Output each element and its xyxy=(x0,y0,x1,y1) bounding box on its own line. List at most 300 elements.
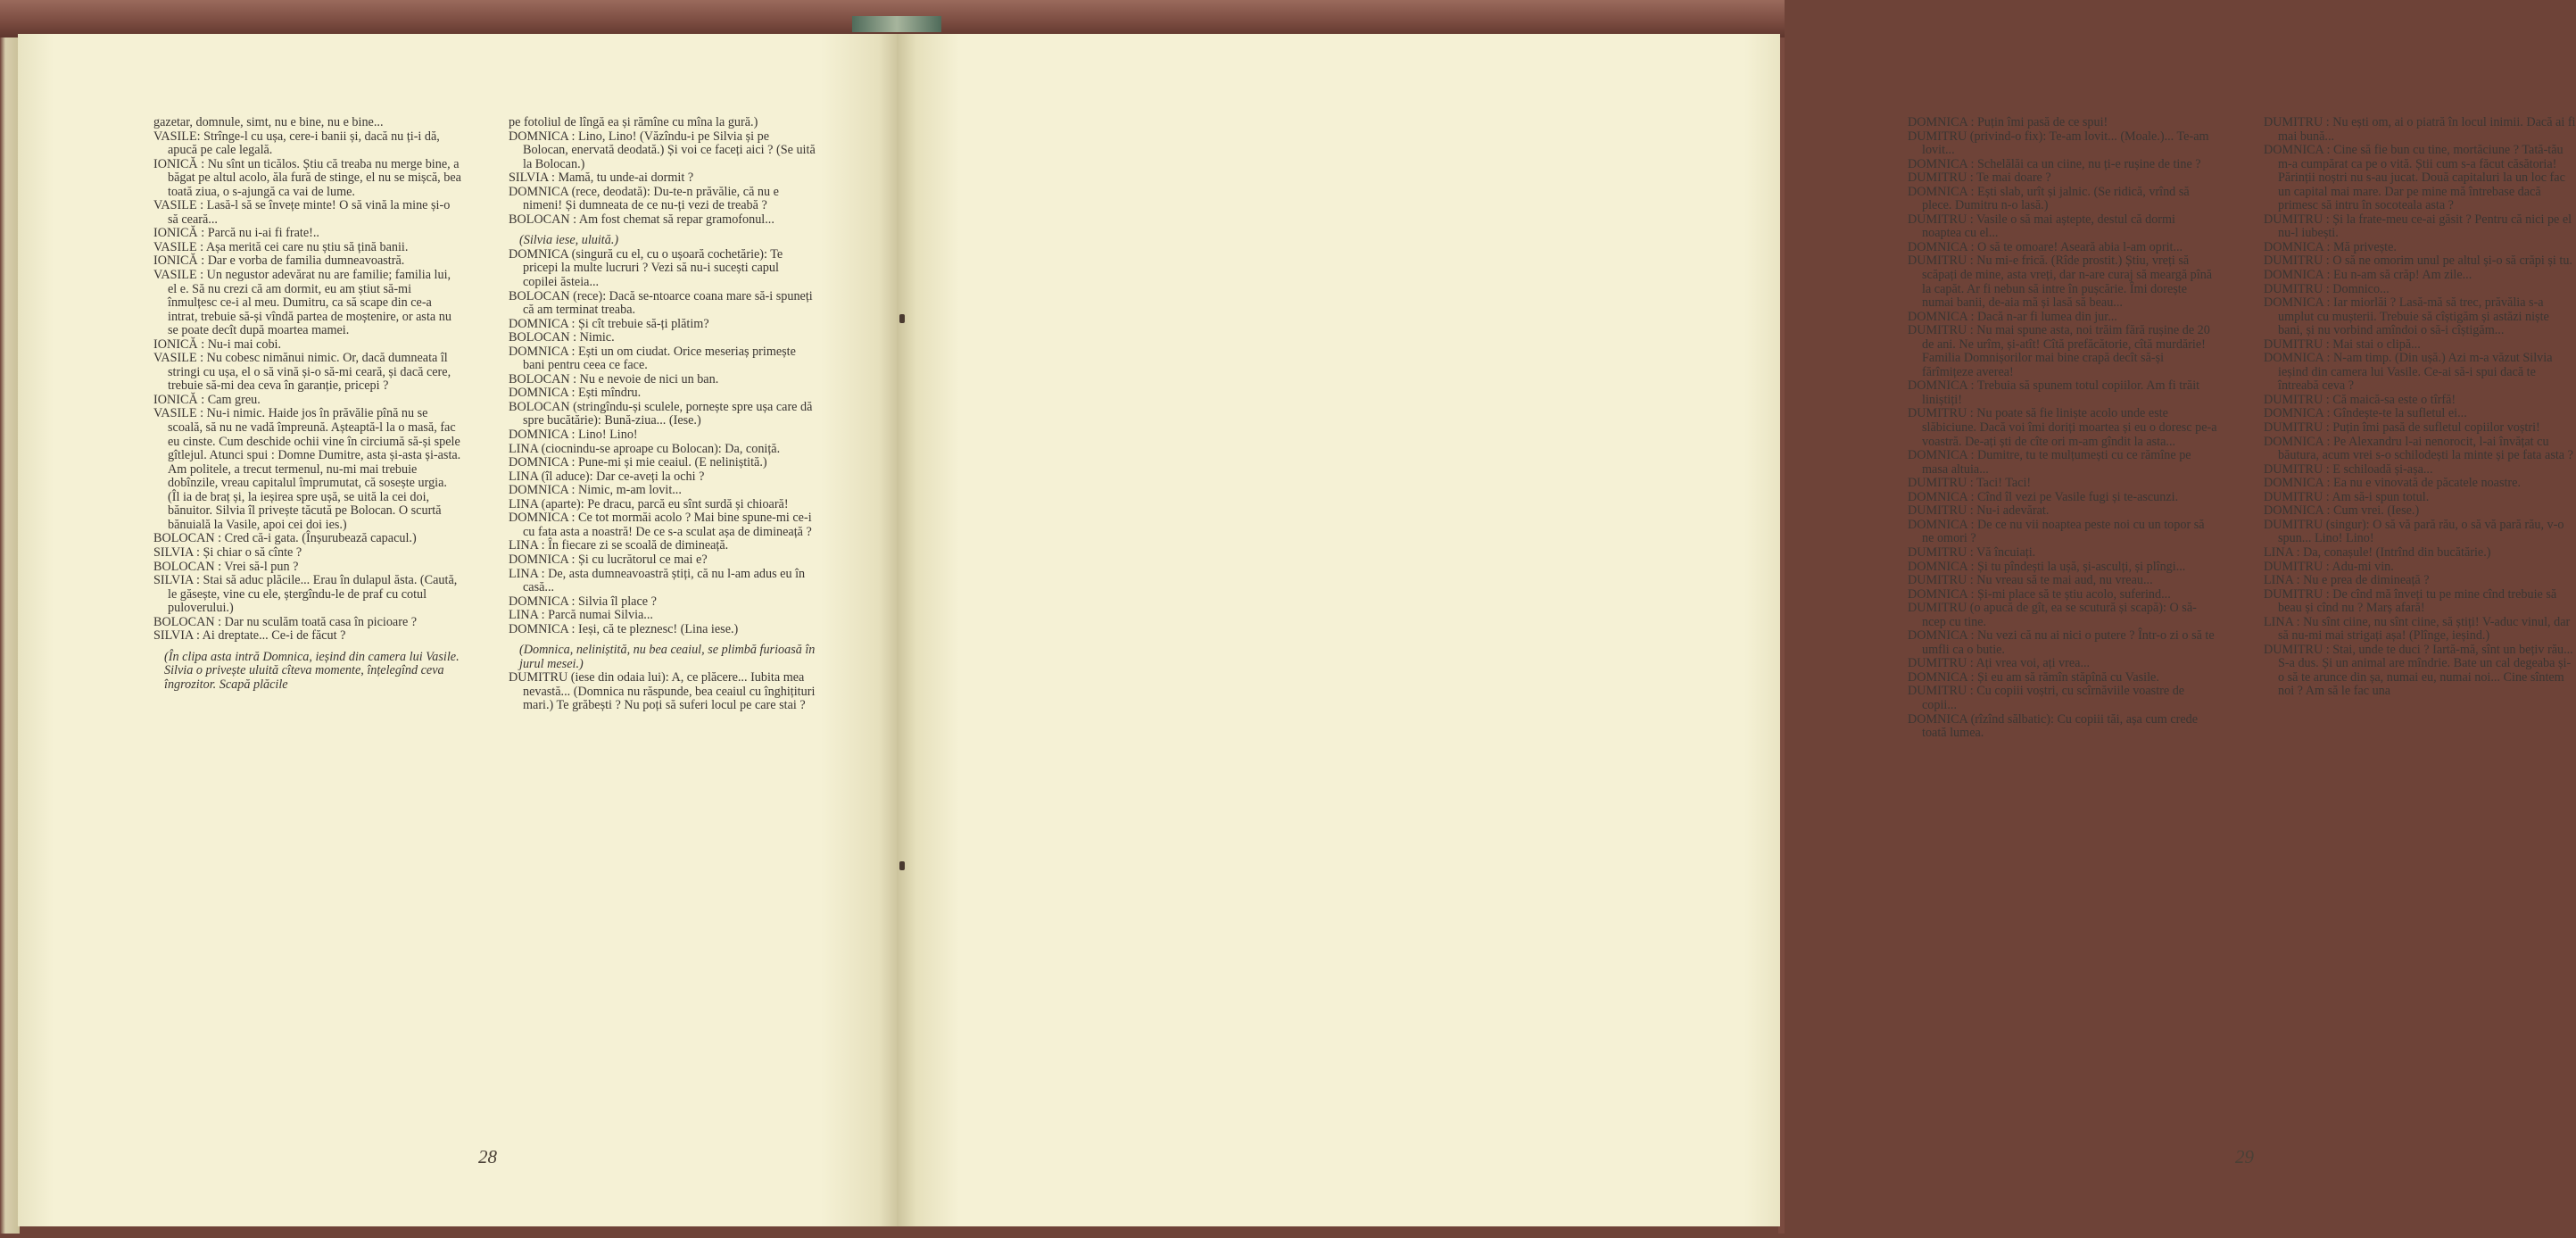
speaker-name: LINA : xyxy=(509,538,545,553)
speaker-name: DUMITRU xyxy=(1908,129,1967,144)
speaker-name: DOMNICA : xyxy=(1908,309,1975,324)
dialogue-line xyxy=(509,539,816,553)
right-page xyxy=(897,34,2576,1226)
dialogue-line xyxy=(1908,449,2217,477)
dialogue-line xyxy=(2264,644,2576,699)
dialogue-text: Am să-i spun totul. xyxy=(2332,489,2430,504)
speaker-name: DOMNICA : xyxy=(509,129,576,144)
dialogue-text: Dumitre, tu te mulțumești cu ce rămîne pe masa altuia... xyxy=(1922,448,2191,477)
speaker-name: DUMITRU xyxy=(509,670,568,685)
speaker-name: DUMITRU : xyxy=(1908,684,1974,699)
speaker-name: DOMNICA : xyxy=(1908,628,1975,644)
speaker-name: DUMITRU : xyxy=(2264,337,2330,352)
dialogue-line xyxy=(509,644,816,671)
speaker-name: LINA : xyxy=(2264,614,2300,629)
left-page-column-2 xyxy=(509,116,816,713)
dialogue-line xyxy=(509,401,816,428)
dialogue-line xyxy=(2264,338,2576,353)
dialogue-text: Eu n-am să crăp! Am zile... xyxy=(2333,268,2472,283)
dialogue-text: Nu-i nimic. Haide jos în prăvălie pînă nu se scoală, să nu ne vadă împreună. Așteaptă-l la o masă, fac eu cinste. Cum deschide ochii vine în circiumă să-și spele gîtlejul. Atunci spui : Domne Dumitre, asta și-asta și-asta. Am politele, a trecut termenul, nu-mi mai trebuie dobînzile, vreau capitalul împrumutat, că sosește urgia. (Îl ia de braț și, la ieșirea spre ușă, se uită la cei doi, bănuitor. Silvia îl privește tăcută pe Bolocan. O scurtă bănuială la Vasile, apoi cei doi ies.) xyxy=(168,406,461,532)
speaker-name: DUMITRU : xyxy=(1908,212,1974,227)
dialogue-line xyxy=(2264,491,2576,505)
dialogue-line xyxy=(2264,574,2576,588)
dialogue-line xyxy=(509,130,816,172)
dialogue-line xyxy=(509,470,816,485)
speaker-name: DOMNICA : xyxy=(2264,406,2331,421)
speaker-name: DUMITRU : xyxy=(1908,323,1974,338)
dialogue-text: Parcă nu i-ai fi frate!.. xyxy=(207,226,319,241)
speaker-name: VASILE : xyxy=(153,268,204,283)
dialogue-text: Nu-i mai cobi. xyxy=(207,337,282,352)
dialogue-line xyxy=(2264,394,2576,408)
dialogue-line xyxy=(509,318,816,332)
dialogue-line xyxy=(2264,504,2576,519)
dialogue-text: Nu sînt ciine, nu sînt ciine, să știți! V-aduc vinul, dar să nu-mi mai strigați așa! (Plînge, ieșind.) xyxy=(2278,614,2571,644)
speaker-name: DUMITRU : xyxy=(2264,461,2330,477)
speaker-name: DOMNICA : xyxy=(509,316,576,331)
dialogue-line xyxy=(2264,546,2576,561)
speaker-name: DOMNICA xyxy=(509,184,569,199)
binding-mark xyxy=(899,861,905,870)
speaker-name: BOLOCAN xyxy=(509,288,570,303)
dialogue-line xyxy=(1908,213,2217,241)
dialogue-text: Strînge-l cu ușa, cere-i banii și, dacă nu ți-i dă, apucă pe cale legală. xyxy=(168,129,440,158)
dialogue-text: Cum vrei. (Iese.) xyxy=(2333,503,2420,519)
dialogue-text: Vă încuiați. xyxy=(1976,544,2036,560)
dialogue-line xyxy=(2264,283,2576,297)
dialogue-line xyxy=(509,331,816,345)
dialogue-line xyxy=(2264,269,2576,283)
dialogue-text: (singură cu el, cu o ușoară cochetărie): Te pricepi la multe lucruri ? Vezi să nu-i sucești capul copilei ăsteia... xyxy=(523,246,783,290)
dialogue-line xyxy=(1908,254,2217,310)
speaker-name: DUMITRU : xyxy=(2264,559,2330,574)
right-page-column-1 xyxy=(1908,116,2217,741)
dialogue-text: (o apucă de gît, ea se scutură și scapă): O să-ncep cu tine. xyxy=(1922,601,2197,629)
dialogue-line xyxy=(509,609,816,623)
dialogue-text: Mă privește. xyxy=(2333,239,2397,254)
dialogue-line xyxy=(1908,186,2217,213)
dialogue-line xyxy=(509,186,816,213)
speaker-name: DOMNICA : xyxy=(2264,295,2331,311)
dialogue-text: Am fost chemat să repar gramofonul... xyxy=(578,212,774,227)
dialogue-text: Mai stai o clipă... xyxy=(2332,337,2421,352)
dialogue-line xyxy=(153,338,461,353)
dialogue-line xyxy=(2264,116,2576,144)
dialogue-text: Pune-mi și mie ceaiul. (E neliniștită.) xyxy=(578,455,767,470)
dialogue-text: Cam greu. xyxy=(207,392,261,407)
dialogue-line xyxy=(509,373,816,387)
dialogue-text: N-am timp. (Din ușă.) Azi m-a văzut Silvia ieșind din camera lui Vasile. Ce-ai să-i spui dacă te întreabă ceva ? xyxy=(2278,351,2553,394)
dialogue-line xyxy=(1908,588,2217,602)
dialogue-text: Lino, Lino! (Văzîndu-i pe Silvia și pe Bolocan, enervată deodată.) Și voi ce faceți aici ? (Se uită la Bolocan.) xyxy=(523,129,816,171)
dialogue-line xyxy=(1908,685,2217,712)
dialogue-text: Lino! Lino! xyxy=(578,428,638,443)
dialogue-text: Și chiar o să cînte ? xyxy=(203,544,302,560)
speaker-name: BOLOCAN : xyxy=(509,212,577,227)
speaker-name: DUMITRU : xyxy=(1908,544,1974,560)
speaker-name: BOLOCAN xyxy=(509,399,570,414)
dialogue-text: Dar nu sculăm toată casa în picioare ? xyxy=(224,614,418,629)
speaker-name: DUMITRU : xyxy=(1908,656,1974,671)
speaker-name: DOMNICA : xyxy=(2264,434,2331,449)
dialogue-line xyxy=(2264,463,2576,478)
dialogue-text: Iar miorlăi ? Lasă-mă să trec, prăvălia s-a umplut cu mușterii. Trebuie să cîștigăm și astăzi niște bani, și nu vorbind amîndoi o să-i cîștigăm... xyxy=(2278,295,2549,338)
left-page-column-1 xyxy=(153,116,461,692)
speaker-name: DOMNICA : xyxy=(509,552,576,567)
speaker-name: DOMNICA : xyxy=(1908,184,1975,199)
dialogue-line xyxy=(1908,311,2217,325)
dialogue-text: Vasile o să mai aștepte, destul că dormi noaptea cu el... xyxy=(1922,212,2175,241)
dialogue-line xyxy=(153,561,461,575)
speaker-name: DUMITRU : xyxy=(2264,392,2330,407)
dialogue-line xyxy=(509,511,816,539)
dialogue-text: Nu vreau să te mai aud, nu vreau... xyxy=(1976,573,2153,588)
dialogue-text: Vrei să-l pun ? xyxy=(224,559,299,574)
dialogue-text: Silvia îl place ? xyxy=(578,594,657,609)
dialogue-text: (stringîndu-și sculele, pornește spre ușa care dă spre bucătărie): Bună-ziua... (Iese.) xyxy=(523,399,813,428)
dialogue-line xyxy=(1908,491,2217,505)
speaker-name: VASILE : xyxy=(153,351,204,366)
speaker-name: DUMITRU : xyxy=(1908,170,1974,186)
dialogue-line xyxy=(1908,574,2217,588)
dialogue-line xyxy=(153,574,461,616)
dialogue-line xyxy=(509,386,816,401)
speaker-name: DUMITRU xyxy=(2264,517,2323,532)
dialogue-text: Cînd îl vezi pe Vasile fugi și te-ascunzi. xyxy=(1977,489,2179,504)
dialogue-text: Cred că-i gata. (Înșurubează capacul.) xyxy=(224,531,417,546)
dialogue-line xyxy=(509,428,816,443)
dialogue-text: Ai dreptate... Ce-i de făcut ? xyxy=(202,628,346,644)
dialogue-text: Stai să aduc plăcile... Erau în dulapul ăsta. (Caută, le găsește, vine cu ele, ștergîndu-le de praf cu cotul puloverului.) xyxy=(168,573,458,616)
dialogue-text: Și-mi place să te știu acolo, suferind... xyxy=(1977,586,2171,602)
dialogue-text: (iese din odaia lui): A, ce plăcere... Iubita mea nevastă... (Domnica nu răspunde, bea ceaiul cu înghițituri mari.) Te grăbești ? Nu poți să suferi locul pe care stai ? xyxy=(523,670,816,713)
speaker-name: DOMNICA : xyxy=(2264,351,2331,366)
speaker-name: DUMITRU : xyxy=(2264,281,2330,296)
dialogue-text: Te mai doare ? xyxy=(1976,170,2051,186)
dialogue-text: Stai, unde te duci ? Iartă-mă, sînt un bețiv rău... S-a dus. Și un animal are mîndrie. Bate un cal degeaba și-o să te arunce din șa, numai eu, numai noi... Cine sîntem noi ? Am să le fac una xyxy=(2278,642,2573,699)
speaker-name: DOMNICA : xyxy=(509,594,576,609)
dialogue-line xyxy=(1908,629,2217,657)
dialogue-line xyxy=(2264,519,2576,546)
dialogue-text: Ești mîndru. xyxy=(578,386,642,401)
dialogue-line xyxy=(2264,616,2576,644)
dialogue-line xyxy=(509,623,816,637)
speaker-name: DUMITRU : xyxy=(2264,586,2330,602)
dialogue-text: (rece): Dacă se-ntoarce coana mare să-i spuneți că am terminat treaba. xyxy=(523,288,813,318)
speaker-name: DOMNICA : xyxy=(2264,476,2331,491)
dialogue-line xyxy=(1908,379,2217,407)
dialogue-line xyxy=(509,671,816,713)
dialogue-line xyxy=(1908,241,2217,255)
dialogue-text: Taci! Taci! xyxy=(1976,476,2032,491)
dialogue-text: Nu e nevoie de nici un ban. xyxy=(579,371,719,386)
dialogue-line xyxy=(509,345,816,373)
page-number-right: 29 xyxy=(2235,1146,2254,1167)
speaker-name: VASILE: xyxy=(153,129,201,144)
dialogue-text: Nimic, m-am lovit... xyxy=(578,483,682,498)
speaker-name: SILVIA : xyxy=(153,573,200,588)
speaker-name: SILVIA : xyxy=(153,544,200,560)
dialogue-line xyxy=(153,651,461,693)
speaker-name: LINA xyxy=(509,469,539,484)
dialogue-line xyxy=(509,595,816,610)
dialogue-text: Mamă, tu unde-ai dormit ? xyxy=(558,170,694,186)
speaker-name: DOMNICA xyxy=(509,246,569,262)
dialogue-line xyxy=(2264,144,2576,213)
speaker-name: DOMNICA : xyxy=(509,455,576,470)
dialogue-line xyxy=(153,394,461,408)
dialogue-text: Ea nu e vinovată de păcatele noastre. xyxy=(2333,476,2521,491)
speaker-name: DOMNICA xyxy=(1908,711,1968,727)
dialogue-text: Ești slab, urît și jalnic. (Se ridică, vrînd să plece. Dumitru n-o lasă.) xyxy=(1922,184,2190,213)
dialogue-text: Nu mi-e frică. (Rîde prostit.) Știu, vreți să scăpați de mine, asta vreți, dar n-are curaj să meargă pînă la capăt. Ar fi nebun să intre în pușcărie. Îmi dorește numai banii, de-aia mă și lasă să beau... xyxy=(1922,253,2213,311)
speaker-name: LINA : xyxy=(2264,573,2300,588)
speaker-name: DOMNICA : xyxy=(2264,239,2331,254)
dialogue-text: Un negustor adevărat nu are familie; familia lui, el e. Să nu crezi că am dormit, eu am știut să-mi înmulțesc ce-i al meu. Dumitru, ca să scape din ce-a intrat, trebuie să-și vîndă partea de moștenire, or asta nu se poate decît după moartea mamei. xyxy=(168,268,451,338)
speaker-name: DOMNICA : xyxy=(509,428,576,443)
dialogue-text: Schelălăi ca un ciine, nu ți-e rușine de tine ? xyxy=(1977,156,2201,171)
dialogue-line xyxy=(509,484,816,498)
dialogue-text: Ați vrea voi, ați vrea... xyxy=(1975,656,2091,671)
speaker-name: IONICĂ : xyxy=(153,337,205,352)
speaker-name: DOMNICA : xyxy=(2264,143,2331,158)
dialogue-line xyxy=(1908,546,2217,561)
dialogue-line xyxy=(2264,477,2576,491)
speaker-name: IONICĂ : xyxy=(153,392,205,407)
dialogue-line xyxy=(1908,657,2217,671)
dialogue-line xyxy=(153,546,461,561)
dialogue-text: Puțin îmi pasă de ce spui! xyxy=(1977,115,2108,129)
dialogue-text: gazetar, domnule, simt, nu e bine, nu e bine... xyxy=(153,115,384,129)
dialogue-line xyxy=(509,443,816,457)
dialogue-text: O să ne omorim unul pe altul și-o să crăpi și tu. xyxy=(2332,253,2572,269)
dialogue-line xyxy=(1908,504,2217,519)
dialogue-line xyxy=(2264,421,2576,436)
dialogue-text: Nu cobesc nimănui nimic. Or, dacă dumneata îl stringi cu ușa, el o să vină și-o să-mi ceară, și dacă cere, trebuie să-mi dea ceva în garanție, pricepi ? xyxy=(168,351,451,394)
dialogue-line xyxy=(2264,588,2576,616)
dialogue-text: (aparte): Pe dracu, parcă eu sînt surdă și chioară! xyxy=(541,496,789,511)
dialogue-line xyxy=(2264,352,2576,394)
speaker-name: SILVIA : xyxy=(509,170,555,186)
dialogue-text: Domnico... xyxy=(2332,281,2390,296)
dialogue-line xyxy=(153,616,461,630)
dialogue-text: În fiecare zi se scoală de dimineață. xyxy=(548,538,729,553)
speaker-name: DOMNICA : xyxy=(2264,503,2331,519)
dialogue-text: E schiloadă și-așa... xyxy=(2332,461,2433,477)
speaker-name: BOLOCAN : xyxy=(153,614,222,629)
speaker-name: DOMNICA : xyxy=(1908,586,1975,602)
speaker-name: DUMITRU : xyxy=(1908,406,1974,421)
dialogue-line xyxy=(1908,158,2217,172)
dialogue-line xyxy=(509,568,816,595)
dialogue-text: Nu-i adevărat. xyxy=(1976,503,2050,519)
speaker-name: LINA : xyxy=(509,566,545,581)
dialogue-text: Nu ești om, ai o piatră în locul inimii. Dacă ai fi mai bună... xyxy=(2278,115,2576,144)
speaker-name: DOMNICA : xyxy=(509,386,576,401)
dialogue-text: Și la frate-meu ce-ai găsit ? Pentru că nici pe el nu-l iubești. xyxy=(2278,212,2572,241)
speaker-name: DUMITRU : xyxy=(1908,253,1974,269)
dialogue-text: Da, conașule! (Intrînd din bucătărie.) xyxy=(2303,544,2491,560)
binding-mark xyxy=(899,314,905,323)
dialogue-text: Și eu am să rămîn stăpînă cu Vasile. xyxy=(1977,669,2159,685)
dialogue-text: Că maică-sa este o tîrfă! xyxy=(2332,392,2456,407)
dialogue-text: Nu sînt un ticălos. Știu că treaba nu merge bine, a băgat pe altul acolo, ăla fură de stinge, el nu se mișcă, bea toată ziua, o s-ajungă ca vai de lume. xyxy=(168,156,461,199)
dialogue-line xyxy=(153,269,461,338)
dialogue-line xyxy=(509,290,816,318)
speaker-name: SILVIA : xyxy=(153,628,200,644)
dialogue-line xyxy=(153,254,461,269)
dialogue-line xyxy=(2264,407,2576,421)
dialogue-line xyxy=(153,629,461,644)
dialogue-text: Gîndește-te la sufletul ei... xyxy=(2333,406,2467,421)
speaker-name: DUMITRU xyxy=(1908,601,1967,616)
speaker-name: IONICĂ : xyxy=(153,226,205,241)
dialogue-line xyxy=(2264,254,2576,269)
speaker-name: DOMNICA : xyxy=(1908,448,1975,463)
dialogue-text: Nu e prea de dimineață ? xyxy=(2303,573,2430,588)
right-page-column-2 xyxy=(2264,116,2576,699)
dialogue-text: Lasă-l să se învețe minte! O să vină la mine și-o să ceară... xyxy=(168,198,451,227)
dialogue-line xyxy=(1908,671,2217,685)
speaker-name: DOMNICA : xyxy=(1908,378,1975,394)
dialogue-text: O să te omoare! Aseară abia l-am oprit... xyxy=(1977,239,2183,254)
speaker-name: VASILE : xyxy=(153,198,204,213)
dialogue-line xyxy=(509,248,816,290)
dialogue-text: Nimic. xyxy=(579,330,615,345)
ribbon-band xyxy=(852,16,941,32)
dialogue-text: Nu vezi că nu ai nici o putere ? Într-o zi o să te umfli ca o butie. xyxy=(1922,628,2215,657)
dialogue-text: (privind-o fix): Te-am lovit... (Moale.)... Te-am lovit... xyxy=(1922,129,2209,158)
dialogue-line xyxy=(1908,407,2217,449)
dialogue-line xyxy=(153,532,461,546)
dialogue-line xyxy=(509,498,816,512)
speaker-name: DOMNICA : xyxy=(1908,115,1975,129)
dialogue-text: Și cît trebuie să-ți plătim? xyxy=(578,316,709,331)
dialogue-text: Și cu lucrătorul ce mai e? xyxy=(578,552,708,567)
speaker-name: DUMITRU : xyxy=(1908,503,1974,519)
speaker-name: DOMNICA : xyxy=(1908,517,1975,532)
dialogue-line xyxy=(2264,241,2576,255)
speaker-name: DUMITRU : xyxy=(2264,642,2330,657)
speaker-name: DUMITRU : xyxy=(2264,253,2330,269)
speaker-name: DOMNICA : xyxy=(509,483,576,498)
dialogue-text: Ce tot mormăi acolo ? Mai bine spune-mi ce-i cu fata asta a noastră! De ce s-a sculat așa de dimineață ? xyxy=(523,511,812,539)
dialogue-line xyxy=(509,234,816,248)
dialogue-text: Nu poate să fie liniște acolo unde este slăbiciune. Dacă voi îmi doriți moartea și eu o doresc pe-a voastră. De-ați ști de cîte ori m-am gîndit la asta... xyxy=(1922,406,2217,449)
speaker-name: DUMITRU : xyxy=(2264,115,2330,129)
dialogue-line xyxy=(509,456,816,470)
dialogue-line xyxy=(153,158,461,200)
dialogue-text: Și tu pîndești la ușă, și-asculți, și plîngi... xyxy=(1977,559,2186,574)
dialogue-text: (În clipa asta intră Domnica, ieșind din camera lui Vasile. Silvia o privește uluită cîteva momente, înțelegînd ceva îngrozitor. Scapă plăcile xyxy=(164,649,460,692)
dialogue-line xyxy=(509,553,816,568)
left-page xyxy=(18,34,897,1226)
dialogue-line xyxy=(153,352,461,394)
speaker-name: IONICĂ : xyxy=(153,253,205,269)
dialogue-text: Nu mai spune asta, noi trăim fără rușine de 20 de ani. Ne urîm, și-atît! Cîtă prefăcătorie, cîtă murdărie! Familia Domnișorilor mai bine crapă decît să-și fărîmițeze averea! xyxy=(1922,323,2210,379)
speaker-name: DUMITRU : xyxy=(1908,476,1974,491)
dialogue-line xyxy=(153,407,461,532)
dialogue-line xyxy=(509,116,816,130)
dialogue-text: Ești un om ciudat. Orice meseriaș primește bani pentru ceea ce face. xyxy=(523,344,796,373)
dialogue-text: (rîzînd sălbatic): Cu copiii tăi, așa cum crede toată lumea. xyxy=(1922,711,2199,741)
dialogue-line xyxy=(1908,477,2217,491)
speaker-name: VASILE : xyxy=(153,239,204,254)
dialogue-text: Cine să fie bun cu tine, mortăciune ? Tată-tău m-a cumpărat ca pe o vită. Știi cum s-a făcut căsătoria! Părinții noștri nu s-au jucat. Două capitaluri la un loc fac un capital mai mare. Dar pe mine mă întrebase dacă primesc să intru în socoteala asta ? xyxy=(2278,143,2565,213)
speaker-name: DUMITRU : xyxy=(2264,212,2330,227)
speaker-name: DOMNICA : xyxy=(1908,669,1975,685)
dialogue-line xyxy=(1908,116,2217,130)
dialogue-line xyxy=(153,116,461,130)
dialogue-line xyxy=(1908,130,2217,158)
dialogue-text: Ieși, că te pleznesc! (Lina iese.) xyxy=(578,621,739,636)
dialogue-line xyxy=(1908,324,2217,379)
speaker-name: BOLOCAN : xyxy=(153,559,222,574)
dialogue-line xyxy=(2264,296,2576,338)
dialogue-text: Trebuia să spunem totul copiilor. Am fi trăit liniștiți! xyxy=(1922,378,2200,407)
speaker-name: DUMITRU : xyxy=(2264,489,2330,504)
dialogue-line xyxy=(153,199,461,227)
dialogue-line xyxy=(509,171,816,186)
dialogue-text: pe fotoliul de lîngă ea și rămîne cu mîna la gură.) xyxy=(509,115,758,129)
speaker-name: BOLOCAN : xyxy=(509,330,577,345)
dialogue-text: (singur): O să vă pară rău, o să vă pară rău, v-o spun... Lino! Lino! xyxy=(2278,517,2564,546)
dialogue-text: Parcă numai Silvia... xyxy=(548,608,653,623)
dialogue-text: Pe Alexandru l-ai nenorocit, l-ai învățat cu băutura, acum vrei s-o schilodești la minte și pe fata asta ? xyxy=(2278,434,2573,463)
dialogue-text: Cu copiii voștri, cu scîrnăviile voastre de copii... xyxy=(1922,684,2185,712)
dialogue-line xyxy=(1908,713,2217,741)
speaker-name: BOLOCAN : xyxy=(153,531,222,546)
dialogue-text: Dar e vorba de familia dumneavoastră. xyxy=(207,253,405,269)
speaker-name: DOMNICA : xyxy=(1908,239,1975,254)
speaker-name: DOMNICA : xyxy=(1908,156,1975,171)
page-number-left: 28 xyxy=(478,1146,497,1167)
speaker-name: IONICĂ : xyxy=(153,156,205,171)
dialogue-text: Puțin îmi pasă de sufletul copiilor voștri! xyxy=(2332,420,2540,436)
speaker-name: DUMITRU : xyxy=(1908,573,1974,588)
dialogue-text: Dacă n-ar fi lumea din jur... xyxy=(1977,309,2117,324)
dialogue-line xyxy=(1908,519,2217,546)
dialogue-line xyxy=(153,130,461,158)
dialogue-text: (Silvia iese, uluită.) xyxy=(519,233,619,248)
book-edge-left xyxy=(0,37,20,1234)
speaker-name: DOMNICA : xyxy=(509,344,576,359)
speaker-name: LINA xyxy=(509,441,539,456)
dialogue-line xyxy=(2264,436,2576,463)
dialogue-text: De ce nu vii noaptea peste noi cu un topor să ne omori ? xyxy=(1922,517,2205,546)
speaker-name: DOMNICA : xyxy=(2264,268,2331,283)
dialogue-text: (Domnica, neliniștită, nu bea ceaiul, se plimbă furioasă în jurul mesei.) xyxy=(519,643,816,671)
speaker-name: LINA : xyxy=(2264,544,2300,560)
speaker-name: VASILE : xyxy=(153,406,204,421)
speaker-name: DOMNICA : xyxy=(1908,489,1975,504)
dialogue-text: De, asta dumneavoastră știți, că nu l-am adus eu în casă... xyxy=(523,566,806,595)
dialogue-text: (ciocnindu-se aproape cu Bolocan): Da, coniță. xyxy=(541,441,781,456)
speaker-name: DOMNICA : xyxy=(509,621,576,636)
dialogue-line xyxy=(1908,602,2217,629)
speaker-name: BOLOCAN : xyxy=(509,371,577,386)
speaker-name: DOMNICA : xyxy=(1908,559,1975,574)
dialogue-text: De cînd mă înveți tu pe mine cînd trebuie să beau și cînd nu ? Marș afară! xyxy=(2278,586,2557,616)
dialogue-line xyxy=(153,227,461,241)
speaker-name: DOMNICA : xyxy=(509,511,576,526)
dialogue-line xyxy=(2264,213,2576,241)
dialogue-line xyxy=(1908,171,2217,186)
dialogue-text: (îl aduce): Dar ce-aveți la ochi ? xyxy=(541,469,705,484)
dialogue-line xyxy=(2264,561,2576,575)
speaker-name: DUMITRU : xyxy=(2264,420,2330,436)
speaker-name: LINA xyxy=(509,496,539,511)
